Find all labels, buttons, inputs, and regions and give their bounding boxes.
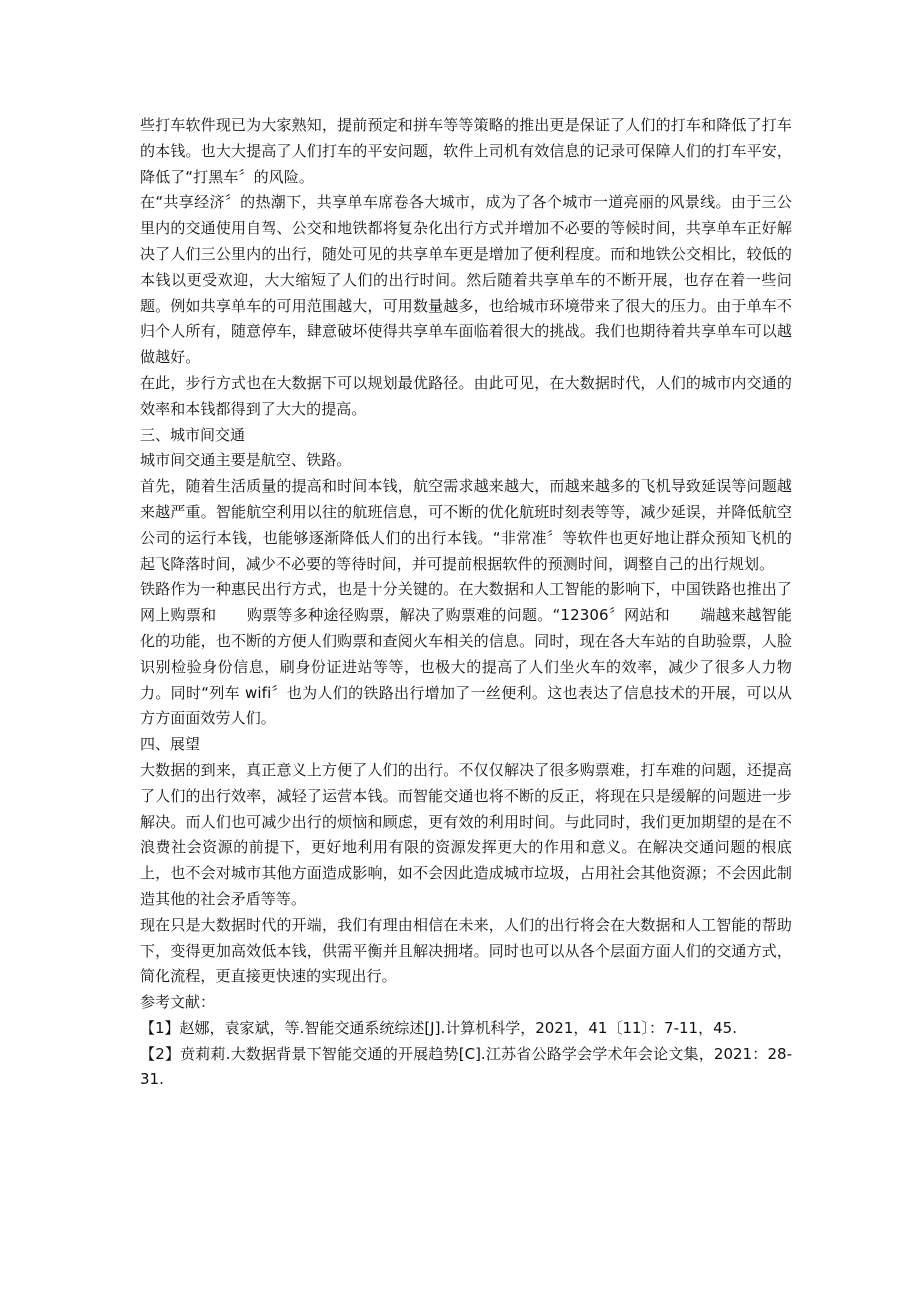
paragraph-ride-hailing: 些打车软件现已为大家熟知，提前预定和拼车等等策略的推出更是保证了人们的打车和降低了打车的本钱。也大大提高了人们打车的平安问题，软件上司机有效信息的记录可保障人们的打车平安，降低了“打黑车〞的风险。: [140, 116, 792, 186]
paragraph-walking: 在此，步行方式也在大数据下可以规划最优路径。由此可见，在大数据时代，人们的城市内交通的效率和本钱都得到了大大的提高。: [140, 373, 792, 418]
document-body: [140, 113, 792, 1093]
references-heading: 参考文献：: [140, 993, 216, 1012]
section-heading-intercity: 三、城市间交通: [140, 425, 246, 444]
paragraph-aviation: 首先，随着生活质量的提高和时间本钱，航空需求越来越大，而越来越多的飞机导致延误等问题越来越严重。智能航空利用以往的航班信息，可不断的优化航班时刻表等等，减少延误，并降低航空公司的运行本钱，也能够逐渐降低人们的出行本钱。“非常准〞等软件也更好地让群众预知飞机的起飞降落时间，减少不必要的等待时间，并可提前根据软件的预测时间，调整自己的出行规划。: [140, 477, 792, 573]
paragraph-intercity-intro: 城市间交通主要是航空、铁路。: [140, 451, 352, 470]
paragraph-outlook-1: 大数据的到来，真正意义上方便了人们的出行。不仅仅解决了很多购票难，打车难的问题，还提高了人们的出行效率，减轻了运营本钱。而智能交通也将不断的反正，将现在只是缓解的问题进一步解决。而人们也可减少出行的烦恼和顾虑，更有效的利用时间。与此同时，我们更加期望的是在不浪费社会资源的前提下，更好地利用有限的资源发挥更大的作用和意义。在解决交通问题的根底上，也不会对城市其他方面造成影响，如不会因此造成城市垃圾，占用社会其他资源；不会因此制造其他的社会矛盾等等。: [140, 760, 792, 908]
section-heading-outlook: 四、展望: [140, 735, 201, 754]
paragraph-outlook-2: 现在只是大数据时代的开端，我们有理由相信在未来，人们的出行将会在大数据和人工智能的帮助下，变得更加高效低本钱，供需平衡并且解决拥堵。同时也可以从各个层面方面人们的交通方式，简化流程，更直接更快速的实现出行。: [140, 915, 792, 986]
reference-item-2: 【2】贲莉莉.大数据背景下智能交通的开展趋势[C].江苏省公路学会学术年会论文集，2021：28-31.: [140, 1044, 792, 1089]
reference-item-1: 【1】赵娜，袁家斌，等.智能交通系统综述[J].计算机科学，2021，41〔11〕：7-11，45.: [140, 1018, 737, 1037]
paragraph-railway: 铁路作为一种惠民出行方式，也是十分关键的。在大数据和人工智能的影响下，中国铁路也推出了网上购票和 购票等多种途径购票，解决了购票难的问题。“12306〞网站和 端越来越智能化的功能，也不断的方便人们购票和查阅火车相关的信息。同时，现在各大车站的自助验票，人脸识别检验身份信息，刷身份证进站等等，也极大的提高了人们坐火车的效率，减少了很多人力物力。同时“列车 wifi〞也为人们的铁路出行增加了一丝便利。这也表达了信息技术的开展，可以从方方面面效劳人们。: [140, 580, 792, 728]
paragraph-bike-sharing: 在“共享经济〞的热潮下，共享单车席卷各大城市，成为了各个城市一道亮丽的风景线。由于三公里内的交通使用自驾、公交和地铁都将复杂化出行方式并增加不必要的等候时间，共享单车正好解决了人们三公里内的出行，随处可见的共享单车更是增加了便利程度。而和地铁公交相比，较低的本钱以更受欢迎，大大缩短了人们的出行时间。然后随着共享单车的不断开展，也存在着一些问题。例如共享单车的可用范围越大，可用数量越多，也给城市环境带来了很大的压力。由于单车不归个人所有，随意停车，肆意破坏使得共享单车面临着很大的挑战。我们也期待着共享单车可以越做越好。: [140, 193, 792, 367]
